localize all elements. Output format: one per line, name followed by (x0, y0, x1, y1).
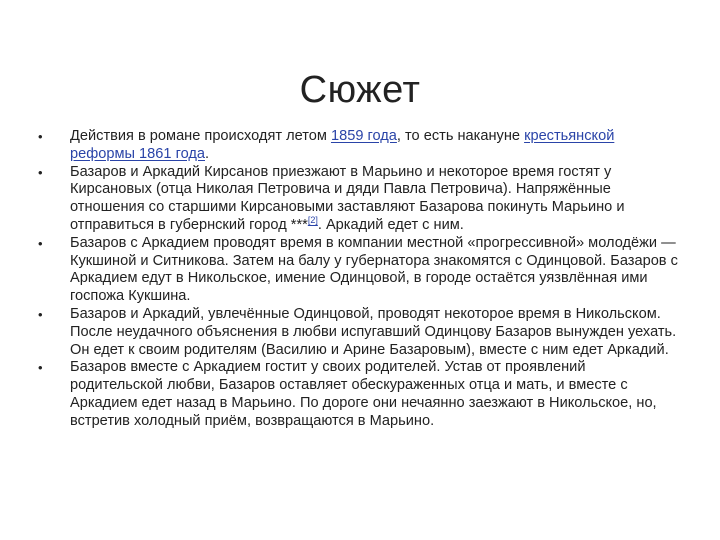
list-item-text: Базаров вместе с Аркадием гостит у своих родителей. Устав от проявлений родительской любви, Базаров оставляет обескураженных отца и мать, и вместе с Аркадием едет назад в Марьино. По дороге они нечаянно заезжают в Никольское, но, встретив холодный приём, возвращаются в Марьино. (70, 359, 657, 429)
slide-title: Сюжет (299, 69, 421, 112)
list-item-text: Действия в романе происходят летом 1859 года, то есть накануне крестьянской реформы 1861 года. (70, 128, 615, 162)
bullet-icon: • (38, 235, 43, 251)
list-item-text: Базаров и Аркадий Кирсанов приезжают в Марьино и некоторое время гостят у Кирсановых (отца Николая Петровича и дяди Павла Петровича). Напряжённые отношения со старшими Кирсановыми заставляют Базарова покинуть Марьино и отправиться в губернский город ***[2]. Аркадий едет с ним. (70, 163, 625, 233)
list-item (38, 235, 678, 306)
list-item-text: Базаров и Аркадий, увлечённые Одинцовой, проводят некоторое время в Никольском. После неудачного объяснения в любви испугавший Одинцову Базаров вынужден уехать. Он едет к своим родителям (Василию и Арине Базаровым), вместе с ним едет Аркадий. (70, 305, 677, 358)
list-item (38, 164, 678, 235)
bullet-icon: • (38, 306, 43, 322)
bullet-icon: • (38, 164, 43, 180)
link-peasant-reform[interactable]: крестьянской реформы 1861 года (70, 128, 615, 162)
bullet-icon: • (38, 360, 43, 376)
list-item (38, 128, 678, 164)
bullet-icon: • (38, 129, 43, 144)
list-item (38, 359, 678, 430)
list-item-text: Базаров с Аркадием проводят время в компании местной «прогрессивной» молодёжи — Кукшиной и Ситникова. Затем на балу у губернатора знакомятся с Одинцовой. Базаров с Аркадием едут в Никольское, имение Одинцовой, в городе остаётся уязвлённая ими госпожа Кукшина. (70, 234, 678, 305)
footnote-link[interactable]: [2] (307, 214, 318, 225)
link-1859-year[interactable]: 1859 года (330, 128, 397, 144)
bullet-list (38, 128, 678, 431)
list-item (38, 306, 678, 359)
